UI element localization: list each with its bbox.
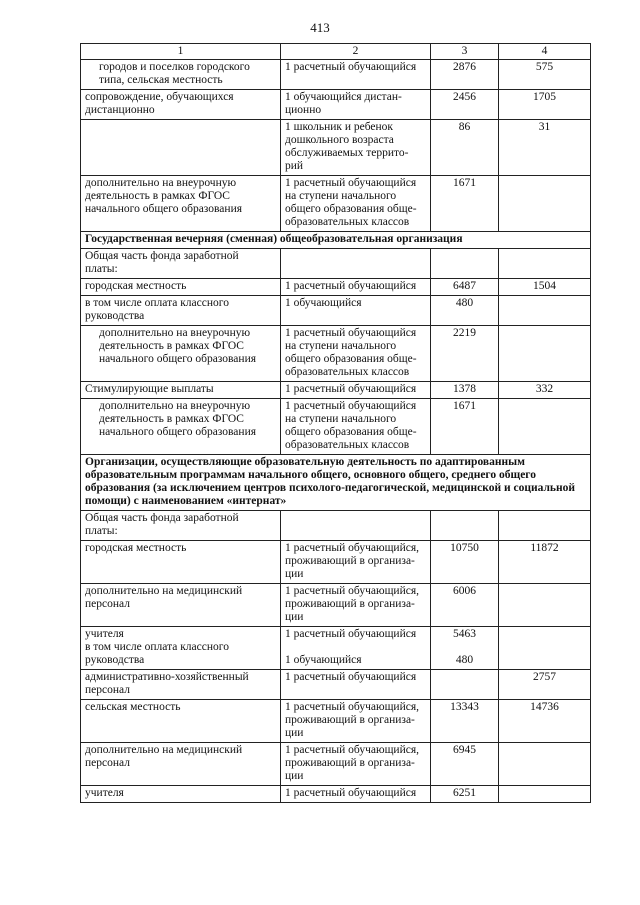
row-value-3: 2219 <box>431 326 499 382</box>
row-value-3 <box>431 249 499 279</box>
page-number: 413 <box>310 20 330 35</box>
row-unit: 1 расчетный обучающийся на ступени начального общего образования обще- образовательных классов <box>281 399 431 455</box>
row-value-3: 1671 <box>431 176 499 232</box>
table-row <box>81 90 591 120</box>
row-label: городская местность <box>81 279 281 296</box>
row-value-3: 2456 <box>431 90 499 120</box>
row-unit: 1 расчетный обучающийся, проживающий в организа- ции <box>281 700 431 743</box>
row-unit: 1 расчетный обучающийся, проживающий в организа- ции <box>281 743 431 786</box>
row-value-3: 6251 <box>431 786 499 803</box>
table-row <box>81 249 591 279</box>
row-value-4 <box>499 296 591 326</box>
row-value-3: 86 <box>431 120 499 176</box>
row-label: Общая часть фонда заработной платы: <box>81 511 281 541</box>
row-value-3: 1671 <box>431 399 499 455</box>
row-value-3: 10750 <box>431 541 499 584</box>
section-heading: Организации, осуществляющие образовательную деятельность по адаптированным образовательным программам начального общего, основного общего, среднего общего образования (за исключением центров психолого-педагогической, медицинской и социальной помощи) с наименованием «интернат» <box>81 455 591 511</box>
row-value-3: 6945 <box>431 743 499 786</box>
row-value-4 <box>499 743 591 786</box>
row-value-4: 332 <box>499 382 591 399</box>
row-label: Стимулирующие выплаты <box>81 382 281 399</box>
row-label: дополнительно на внеурочную деятельность в рамках ФГОС начального общего образования <box>81 399 281 455</box>
row-value-3: 13343 <box>431 700 499 743</box>
row-unit: 1 расчетный обучающийся <box>281 60 431 90</box>
section-heading-row <box>81 232 591 249</box>
row-unit: 1 расчетный обучающийся, проживающий в организа- ции <box>281 584 431 627</box>
row-unit: 1 расчетный обучающийся <box>281 279 431 296</box>
table-row <box>81 120 591 176</box>
row-label: дополнительно на медицинский персонал <box>81 584 281 627</box>
row-unit: 1 расчетный обучающийся, проживающий в организа- ции <box>281 541 431 584</box>
row-label <box>81 120 281 176</box>
header-row <box>81 44 591 60</box>
row-label: дополнительно на медицинский персонал <box>81 743 281 786</box>
row-value-4: 14736 <box>499 700 591 743</box>
row-unit: 1 расчетный обучающийся на ступени начального общего образования обще- образовательных классов <box>281 176 431 232</box>
row-label: дополнительно на внеурочную деятельность в рамках ФГОС начального общего образования <box>81 176 281 232</box>
row-value-3 <box>431 670 499 700</box>
row-label: городов и поселков городского типа, сельская местность <box>81 60 281 90</box>
table-row <box>81 743 591 786</box>
table-row <box>81 511 591 541</box>
table-row <box>81 627 591 670</box>
column-header: 2 <box>281 44 431 60</box>
row-unit: 1 расчетный обучающийся 1 обучающийся <box>281 627 431 670</box>
row-value-3: 6487 <box>431 279 499 296</box>
table-row <box>81 399 591 455</box>
column-header: 3 <box>431 44 499 60</box>
row-value-4: 575 <box>499 60 591 90</box>
column-header: 4 <box>499 44 591 60</box>
row-unit <box>281 249 431 279</box>
row-label: Общая часть фонда заработной платы: <box>81 249 281 279</box>
row-unit <box>281 511 431 541</box>
funding-table <box>80 43 591 803</box>
row-value-4: 31 <box>499 120 591 176</box>
table-row <box>81 296 591 326</box>
row-label: сопровождение, обучающихся дистанционно <box>81 90 281 120</box>
table-row <box>81 584 591 627</box>
table-row <box>81 786 591 803</box>
row-value-3 <box>431 511 499 541</box>
table-row <box>81 279 591 296</box>
row-unit: 1 обучающийся дистан- ционно <box>281 90 431 120</box>
table-row <box>81 176 591 232</box>
table-row <box>81 700 591 743</box>
row-label: в том числе оплата классного руководства <box>81 296 281 326</box>
row-label: городская местность <box>81 541 281 584</box>
row-value-4: 1705 <box>499 90 591 120</box>
row-value-3: 480 <box>431 296 499 326</box>
row-value-4 <box>499 627 591 670</box>
row-unit: 1 расчетный обучающийся <box>281 786 431 803</box>
table-row <box>81 541 591 584</box>
row-value-4: 1504 <box>499 279 591 296</box>
row-value-4: 2757 <box>499 670 591 700</box>
row-value-3: 6006 <box>431 584 499 627</box>
row-unit: 1 школьник и ребенок дошкольного возраста обслуживаемых террито- рий <box>281 120 431 176</box>
row-unit: 1 расчетный обучающийся на ступени начального общего образования обще- образовательных классов <box>281 326 431 382</box>
table-row <box>81 382 591 399</box>
column-header: 1 <box>81 44 281 60</box>
row-value-4 <box>499 399 591 455</box>
table-row <box>81 670 591 700</box>
row-value-4 <box>499 584 591 627</box>
row-label: учителя <box>81 786 281 803</box>
row-unit: 1 расчетный обучающийся <box>281 382 431 399</box>
row-value-3: 1378 <box>431 382 499 399</box>
row-label: учителя в том числе оплата классного руководства <box>81 627 281 670</box>
row-value-4 <box>499 176 591 232</box>
row-value-4 <box>499 786 591 803</box>
row-value-4 <box>499 326 591 382</box>
row-unit: 1 обучающийся <box>281 296 431 326</box>
section-heading: Государственная вечерняя (сменная) общеобразовательная организация <box>81 232 591 249</box>
row-label: дополнительно на внеурочную деятельность в рамках ФГОС начального общего образования <box>81 326 281 382</box>
table-row <box>81 326 591 382</box>
row-value-4: 11872 <box>499 541 591 584</box>
row-value-4 <box>499 511 591 541</box>
row-label: административно-хозяйственный персонал <box>81 670 281 700</box>
table-row <box>81 60 591 90</box>
row-value-3: 5463 480 <box>431 627 499 670</box>
row-label: сельская местность <box>81 700 281 743</box>
row-value-3: 2876 <box>431 60 499 90</box>
section-heading-row <box>81 455 591 511</box>
row-value-4 <box>499 249 591 279</box>
row-unit: 1 расчетный обучающийся <box>281 670 431 700</box>
